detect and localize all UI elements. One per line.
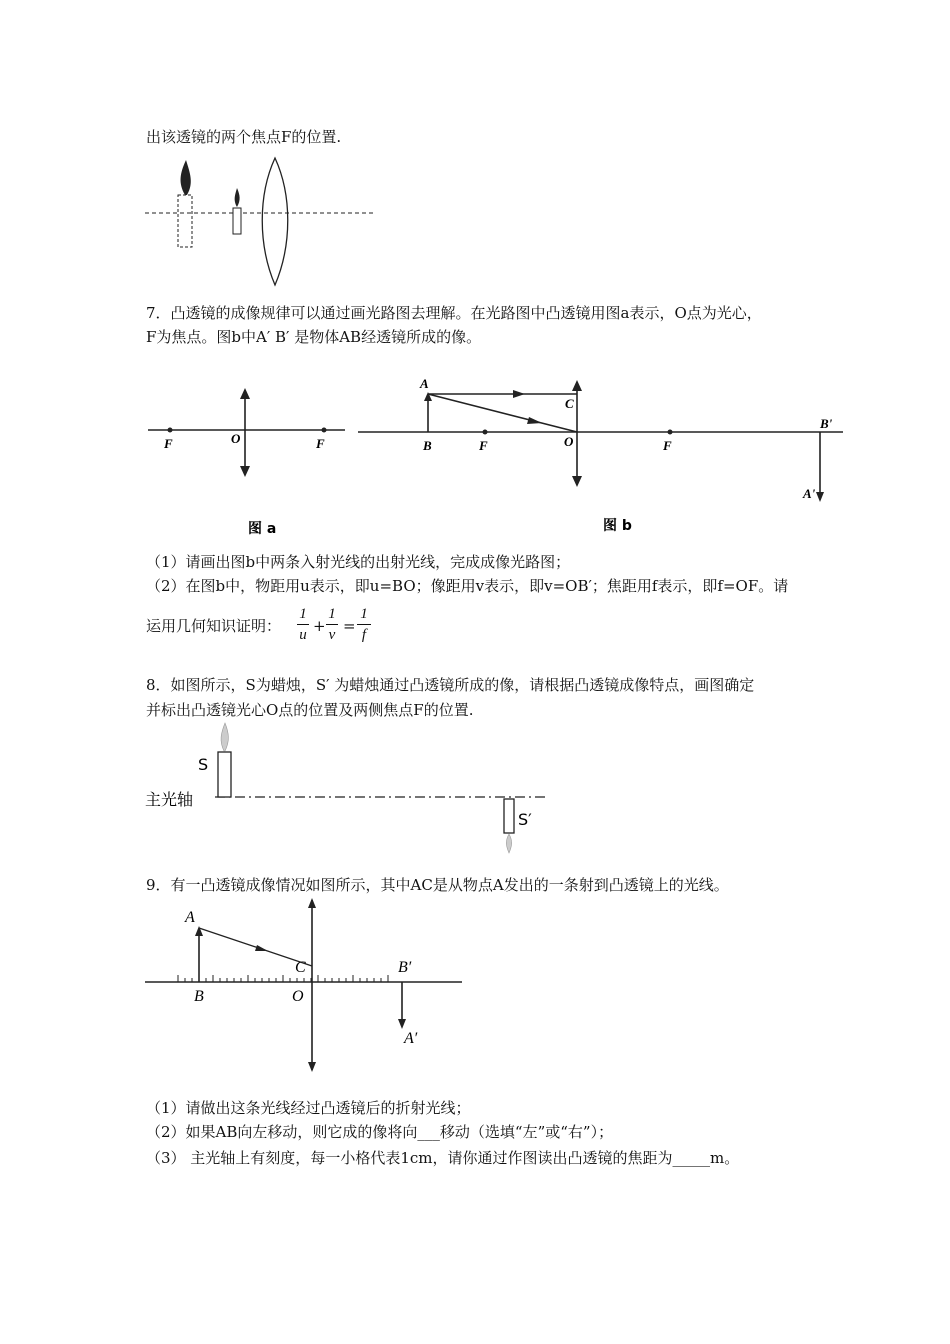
figure-9 <box>140 895 470 1075</box>
label-S: S <box>198 755 209 774</box>
question-8: 8．如图所示，S为蜡烛，S′ 为蜡烛通过凸透镜所成的像，请根据凸透镜成像特点，画图确定 <box>146 676 755 694</box>
label-O: O <box>231 431 241 446</box>
label-A: A <box>185 909 195 926</box>
text-line: （2）在图b中，物距用u表示，即u=BO；像距用v表示，即v=OB′；焦距用f表示，即f=OF。请 <box>146 577 789 595</box>
denominator: v <box>328 627 336 643</box>
numerator: 1 <box>328 606 336 622</box>
figure-a <box>140 385 355 545</box>
axis-ticks <box>178 975 388 982</box>
candle-lens-figure <box>140 155 380 290</box>
label-A: A <box>420 376 429 391</box>
label-O: O <box>564 434 574 449</box>
label-C: C <box>565 396 574 411</box>
label-B-prime: B' <box>820 416 833 431</box>
fraction <box>297 605 309 644</box>
text-line: 出该透镜的两个焦点F的位置. <box>146 128 342 146</box>
label-B: B <box>194 988 204 1005</box>
label-C: C <box>295 959 306 976</box>
label-F: F <box>164 436 173 451</box>
label-F: F <box>663 438 672 453</box>
fraction <box>357 605 371 644</box>
text-line: F为焦点。图b中A′ B′ 是物体AB经透镜所成的像。 <box>146 328 482 346</box>
label-main-axis: 主光轴 <box>145 790 194 809</box>
question-9: 9．有一凸透镜成像情况如图所示，其中AC是从物点A发出的一条射到凸透镜上的光线。 <box>146 876 729 894</box>
question-7: 7．凸透镜的成像规律可以通过画光路图去理解。在光路图中凸透镜用图a表示，O点为光心， <box>146 304 762 322</box>
caption-a: 图 a <box>248 521 277 537</box>
figure-b <box>355 370 850 545</box>
text-line: （1）请画出图b中两条入射光线的出射光线，完成成像光路图； <box>146 553 571 571</box>
label-F: F <box>479 438 488 453</box>
text-line: 运用几何知识证明： <box>146 617 282 635</box>
text-line: （1）请做出这条光线经过凸透镜后的折射光线； <box>146 1099 471 1117</box>
fraction <box>326 605 338 644</box>
label-S-prime: S′ <box>518 810 532 829</box>
numerator: 1 <box>360 606 368 622</box>
denominator: f <box>361 627 367 643</box>
label-A-prime: A' <box>803 486 816 501</box>
label-B-prime: B′ <box>398 959 412 976</box>
equals-sign: = <box>343 617 356 635</box>
text-line: 并标出凸透镜光心O点的位置及两侧焦点F的位置. <box>146 701 474 719</box>
label-A-prime: A′ <box>404 1030 418 1047</box>
caption-b: 图 b <box>603 518 632 534</box>
figure-8 <box>140 715 550 860</box>
text-line: （3） 主光轴上有刻度，每一小格代表1cm，请你通过作图读出凸透镜的焦距为_____m。 <box>146 1149 740 1167</box>
label-F: F <box>316 436 325 451</box>
numerator: 1 <box>299 606 307 622</box>
denominator: u <box>299 627 307 643</box>
text-line: （2）如果AB向左移动，则它成的像将向___移动（选填“左”或“右”）； <box>146 1123 614 1141</box>
label-O: O <box>292 988 304 1005</box>
label-B: B <box>423 438 432 453</box>
plus-sign: + <box>313 617 326 635</box>
